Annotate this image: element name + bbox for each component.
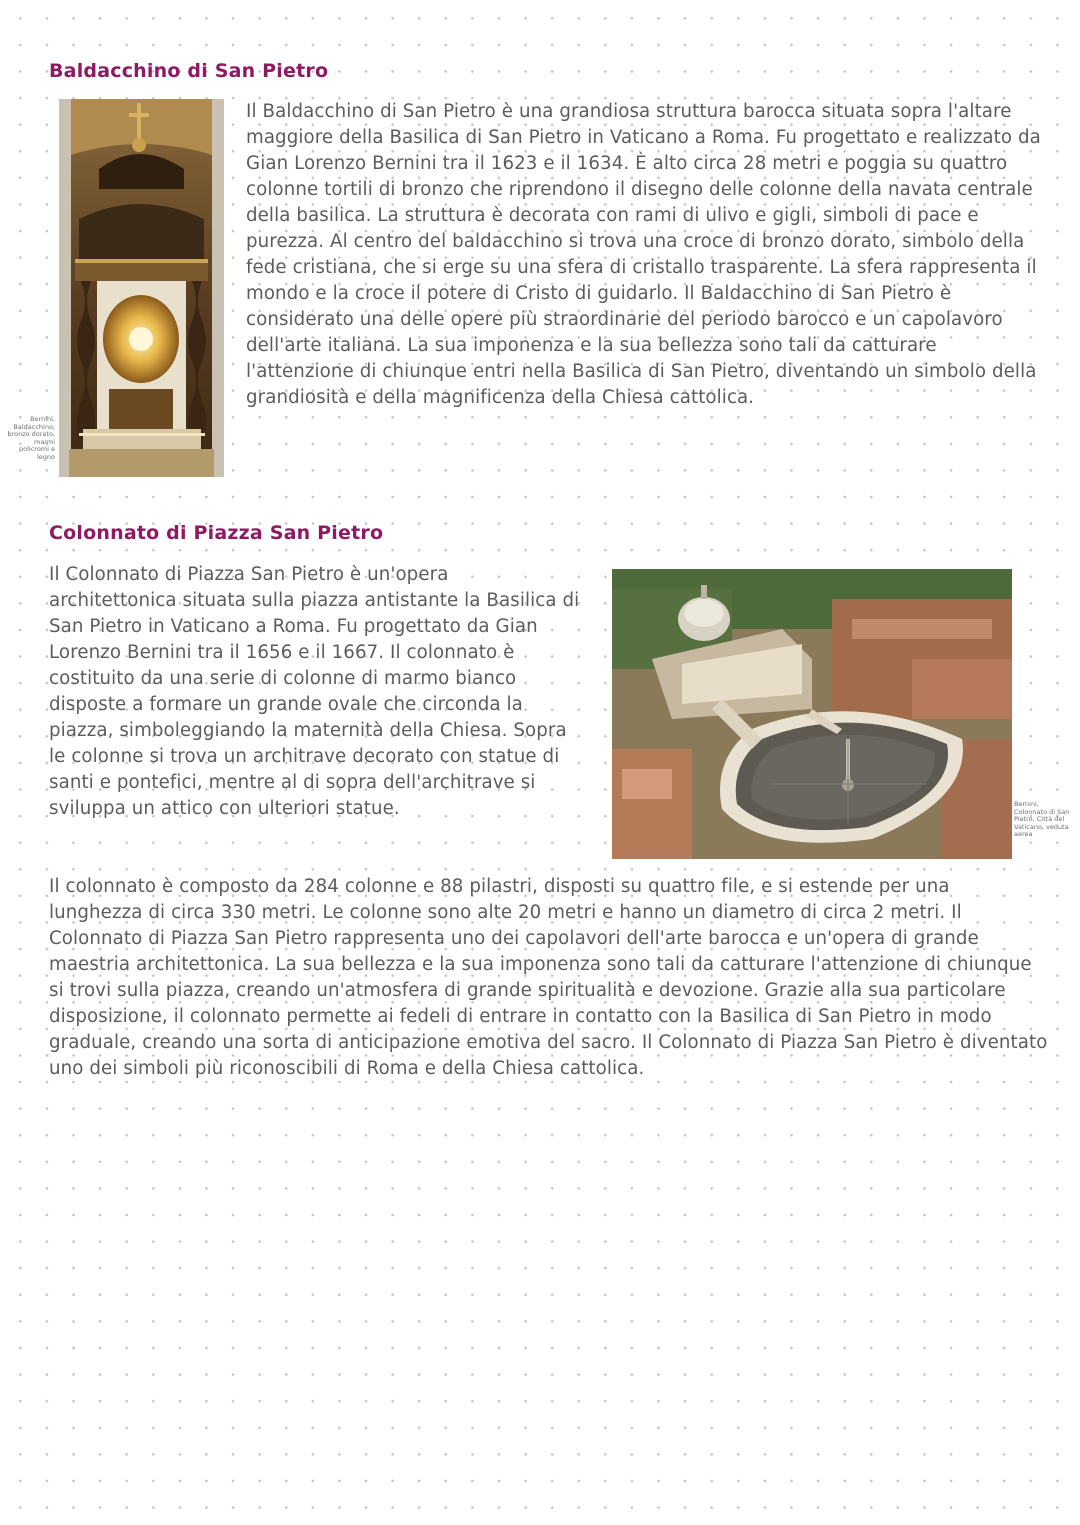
baldacchino-paragraph: Il Baldacchino di San Pietro è una grandiosa struttura barocca situata sopra l'altare maggiore della Basilica di San Pietro in Vaticano a Roma. Fu progettato e realizzato da Gian Lorenzo Bernini tra il 1623 e il 1634. È alto circa 28 metri e poggia su quattro colonne tortili di bronzo che riprendono il disegno delle colonne della navata centrale della basilica. La struttura è decorata con rami di ulivo e gigli, simboli di pace e purezza. Al centro del baldacchino si trova una croce di bronzo dorato, simbolo della fede cristiana, che si erge su una sfera di cristallo trasparente. La sfera rappresenta il mondo e la croce il potere di Cristo di guidarlo. Il Baldacchino di San Pietro è considerato una delle opere più straordinarie del periodo barocco e un capolavoro dell'arte italiana. La sua imponenza e la sua bellezza sono tali da catturare l'attenzione di chiunque entri nella Basilica di San Pietro, diventando un simbolo della grandiosità e della magnificenza della Chiesa cattolica. [246,101,1041,408]
colonnato-caption: Bernini, Colonnato di San Pietro, Città del Vaticano, veduta aerea [1014,800,1070,839]
colonnato-paragraph-beside: Il Colonnato di Piazza San Pietro è un'opera architettonica situata sulla piazza antistante la Basilica di San Pietro in Vaticano a Roma. Fu progettato da Gian Lorenzo Bernini tra il 1656 e il 1667. Il colonnato è costituito da una serie di colonne di marmo bianco disposte a formare un grande ovale che circonda la piazza, simboleggiando la maternità della Chiesa. Sopra le colonne si trova un architrave decorato con statue di santi e pontefici, mentre al di sopra dell'architrave si sviluppa un attico con ulteriori statue. [49,564,580,819]
section-heading-baldacchino: Baldacchino di San Pietro [49,60,329,82]
section-heading-colonnato: Colonnato di Piazza San Pietro [49,522,384,544]
colonnato-paragraph-full: Il colonnato è composto da 284 colonne e 88 pilastri, disposti su quattro file, e si estende per una lunghezza di circa 330 metri. Le colonne sono alte 20 metri e hanno un diametro di circa 2 metri. Il Colonnato di Piazza San Pietro rappresenta uno dei capolavori dell'arte barocca e un'opera di grande maestria architettonica. La sua bellezza e la sua imponenza sono tali da catturare l'attenzione di chiunque si trovi sulla piazza, creando un'atmosfera di grande spiritualità e devozione. Grazie alla sua particolare disposizione, il colonnato permette ai fedeli di entrare in contatto con la Basilica di San Pietro in modo graduale, creando una sorta di anticipazione emotiva del sacro. Il Colonnato di Piazza San Pietro è diventato uno dei simboli più riconoscibili di Roma e della Chiesa cattolica. [49,876,1048,1079]
baldacchino-photo [59,99,224,477]
baldacchino-caption: Bernini, Baldacchino, bronzo dorato, marmi policromi e legno [7,415,55,461]
colonnato-photo [612,569,1012,859]
